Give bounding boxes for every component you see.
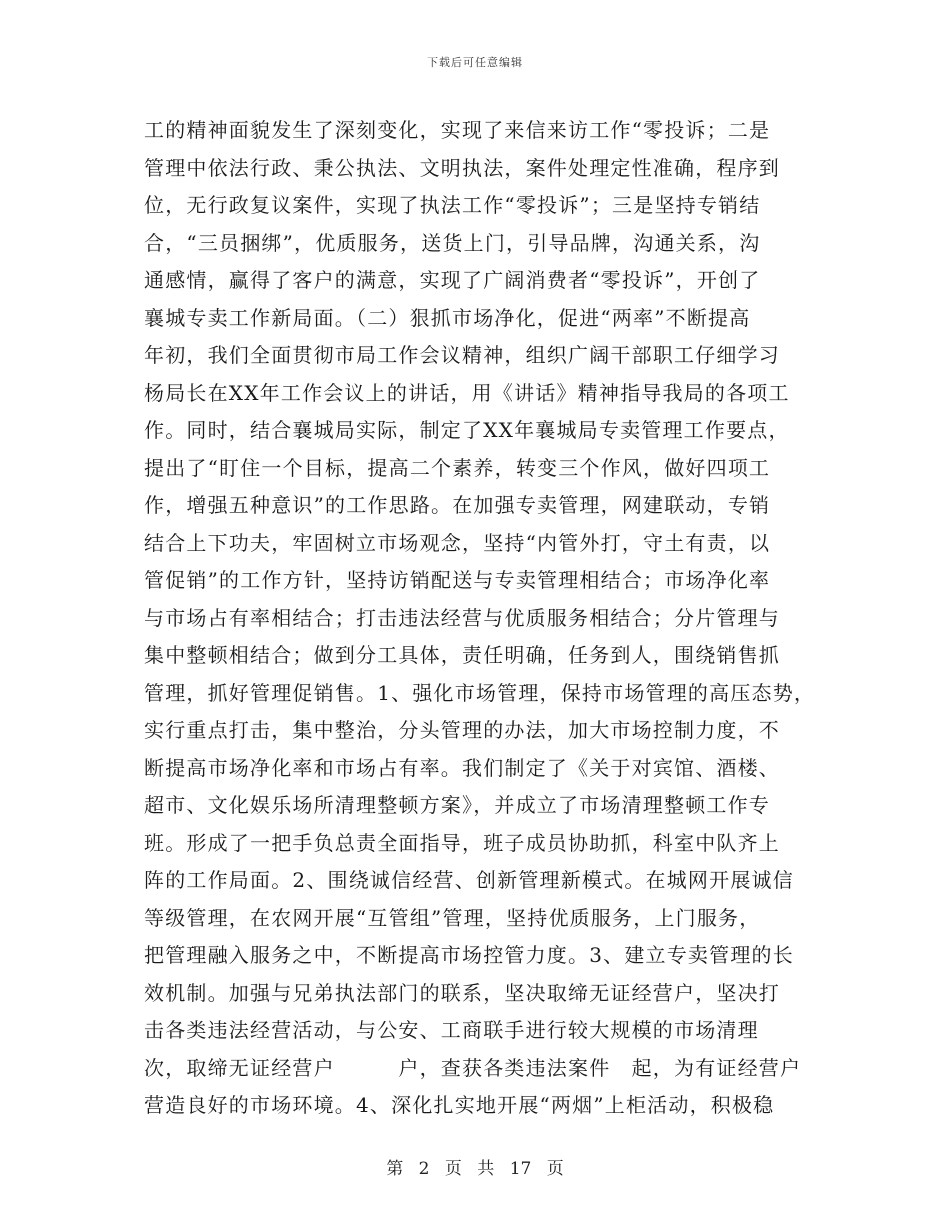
body-line: 结合上下功夫，牢固树立市场观念，坚持“内管外打，守土有责，以: [144, 530, 771, 555]
body-line: 位，无行政复议案件，实现了执法工作“零投诉”；三是坚持专销结: [144, 193, 761, 217]
body-line: 管理，抓好管理促销售。1、强化市场管理，保持市场管理的高压态势，: [144, 680, 816, 705]
body-line: 把管理融入服务之中，不断提高市场控管力度。3、建立专卖管理的长: [144, 943, 794, 967]
body-line: 断提高市场净化率和市场占有率。我们制定了《关于对宾馆、酒楼、: [144, 755, 780, 780]
footer-prefix: 第: [386, 1159, 404, 1179]
body-line: 提出了“盯住一个目标，提高二个素养，转变三个作风，做好四项工: [144, 455, 771, 480]
body-line: 实行重点打击，集中整治，分头管理的办法，加大市场控制力度，不: [144, 718, 780, 742]
current-page-number: 2: [418, 1159, 430, 1179]
body-line: 阵的工作局面。2、围绕诚信经营、创新管理新模式。在城网开展诚信: [144, 868, 794, 892]
footer-suffix: 页: [546, 1159, 564, 1179]
page-header: 下载后可任意编辑: [427, 56, 523, 69]
body-line: 作。同时，结合襄城局实际，制定了XX年襄城局专卖管理工作要点，: [144, 418, 790, 442]
body-line: 班。形成了一把手负总责全面指导，班子成员协助抓，科室中队齐上: [144, 830, 780, 855]
footer-page-word: 页: [444, 1159, 462, 1179]
footer-total-word: 共: [477, 1159, 495, 1179]
body-line: 等级管理，在农网开展“互管组”管理，坚持优质服务，上门服务，: [144, 905, 761, 930]
total-page-count: 17: [509, 1159, 532, 1179]
body-line: 年初，我们全面贯彻市局工作会议精神，组织广阔干部职工仔细学习: [144, 343, 780, 367]
body-line: 管理中依法行政、秉公执法、文明执法，案件处理定性准确，程序到: [144, 155, 780, 180]
body-line: 集中整顿相结合；做到分工具体，责任明确，任务到人，围绕销售抓: [144, 643, 780, 667]
body-line: 作，增强五种意识”的工作思路。在加强专卖管理，网建联动，专销: [144, 493, 771, 517]
body-line: 工的精神面貌发生了深刻变化，实现了来信来访工作“零投诉；二是: [144, 118, 771, 142]
body-line: 杨局长在XX年工作会议上的讲话，用《讲话》精神指导我局的各项工: [144, 380, 790, 405]
body-line: 通感情，赢得了客户的满意，实现了广阔消费者“零投诉”，开创了: [144, 268, 761, 292]
body-line: 超市、文化娱乐场所清理整顿方案》，并成立了市场清理整顿工作专: [144, 793, 770, 817]
body-line: 击各类违法经营活动，与公安、工商联手进行较大规模的市场清理: [144, 1018, 759, 1042]
body-line: 管促销”的工作方针，坚持访销配送与专卖管理相结合；市场净化率: [144, 568, 771, 592]
page-footer: [0, 1154, 950, 1179]
body-line: 次，取缔无证经营户 户，查获各类违法案件 起，为有证经营户: [144, 1055, 802, 1080]
body-line: 营造良好的市场环境。4、深化扎实地开展“两烟”上柜活动，积极稳: [144, 1093, 775, 1117]
body-line: 效机制。加强与兄弟执法部门的联系，坚决取缔无证经营户，坚决打: [144, 980, 780, 1005]
body-line: 合，“三员捆绑”，优质服务，送货上门，引导品牌，沟通关系，沟: [144, 230, 761, 255]
body-line: 与市场占有率相结合；打击违法经营与优质服务相结合；分片管理与: [144, 605, 780, 630]
body-line: 襄城专卖工作新局面。（二）狠抓市场净化，促进“两率”不断提高: [144, 305, 751, 330]
document-body: [144, 112, 824, 1125]
